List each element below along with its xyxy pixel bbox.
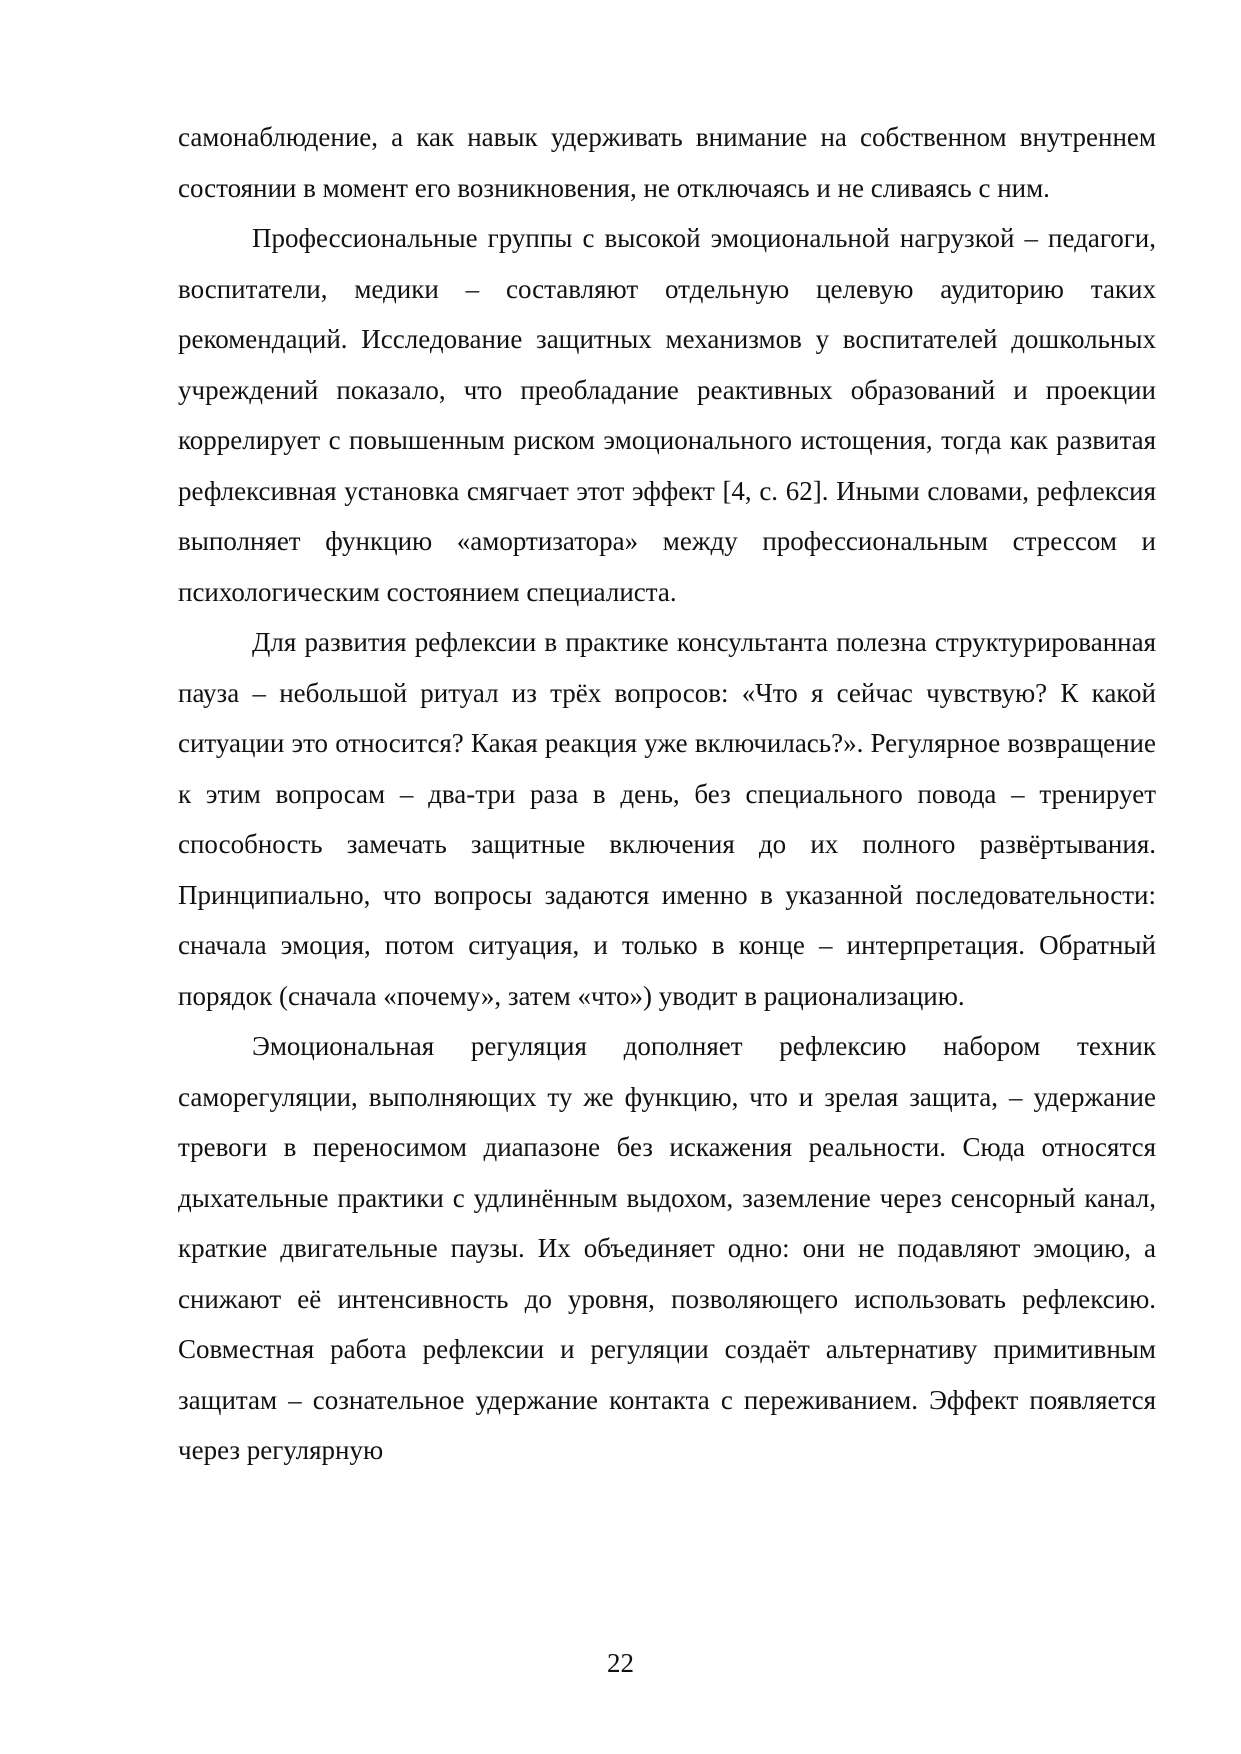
paragraph-emotional-regulation: Эмоциональная регуляция дополняет рефлексию набором техник саморегуляции, выполняющих ту же функцию, что и зрелая защита, – удержание тревоги в переносимом диапазоне без искажения реальности. Сюда относятся дыхательные практики с удлинённым выдохом, заземление через сенсорный канал, краткие двигательные паузы. Их объединяет одно: они не подавляют эмоцию, а снижают её интенсивность до уровня, позволяющего использовать рефлексию. Совместная работа рефлексии и регуляции создаёт альтернативу примитивным защитам – сознательное удержание контакта с переживанием. Эффект появляется через регулярную (178, 1031, 1156, 1465)
body-text (178, 112, 1156, 1476)
page-number: 22 (607, 1648, 634, 1678)
paragraph-professional-groups: Профессиональные группы с высокой эмоциональной нагрузкой – педагоги, воспитатели, медики – составляют отдельную целевую аудиторию таких рекомендаций. Исследование защитных механизмов у воспитателей дошкольных учреждений показало, что преобладание реактивных образований и проекции коррелирует с повышенным риском эмоционального истощения, тогда как развитая рефлексивная установка смягчает этот эффект [4, с. 62]. Иными словами, рефлексия выполняет функцию «амортизатора» между профессиональным стрессом и психологическим состоянием специалиста. (178, 223, 1156, 607)
paragraph-continuation: самонаблюдение, а как навык удерживать внимание на собственном внутреннем состоянии в момент его возникновения, не отключаясь и не сливаясь с ним. (178, 122, 1156, 203)
paragraph-structured-pause: Для развития рефлексии в практике консультанта полезна структурированная пауза – небольшой ритуал из трёх вопросов: «Что я сейчас чувствую? К какой ситуации это относится? Какая реакция уже включилась?». Регулярное возвращение к этим вопросам – два-три раза в день, без специального повода – тренирует способность замечать защитные включения до их полного развёртывания. Принципиально, что вопросы задаются именно в указанной последовательности: сначала эмоция, потом ситуация, и только в конце – интерпретация. Обратный порядок (сначала «почему», затем «что») уводит в рационализацию. (178, 627, 1156, 1011)
